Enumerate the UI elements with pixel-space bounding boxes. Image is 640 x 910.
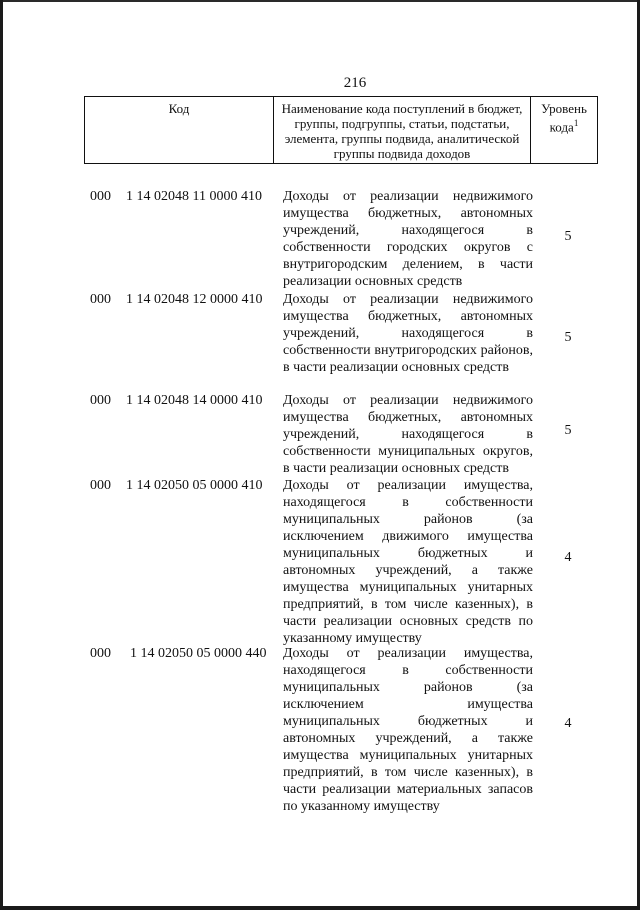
header-level-label: Уровень кода [541, 101, 587, 135]
row-income-code: 1 14 02048 14 0000 410 [126, 393, 263, 408]
row-level: 5 [564, 423, 572, 438]
row-admin-code: 000 [90, 189, 111, 204]
scan-border-bottom [0, 906, 640, 910]
row-level: 4 [564, 716, 572, 731]
row-level: 4 [564, 550, 572, 565]
header-level-cell [531, 97, 598, 164]
row-admin-code: 000 [90, 292, 111, 307]
scan-border-top [0, 0, 640, 2]
scan-border-left [0, 0, 3, 910]
row-income-name: Доходы от реализации недвижимого имущества бюджетных, автономных учреждений, находящегося в собственности муниципальных округов, в части реализации основных средств [283, 393, 533, 476]
row-admin-code: 000 [90, 478, 111, 493]
header-code-label: Код [168, 101, 190, 116]
row-income-code: 1 14 02048 11 0000 410 [126, 189, 262, 204]
row-income-name: Доходы от реализации недвижимого имущества бюджетных, автономных учреждений, находящегося в собственности городских округов с внутригородским делением, в части реализации основных средств [283, 189, 533, 289]
row-level: 5 [564, 229, 572, 244]
page-number: 216 [343, 75, 367, 91]
row-income-name: Доходы от реализации имущества, находящегося в собственности муниципальных районов (за исключением движимого имущества муниципальных бюджетных и автономных учреждений, а также имущества муниципальных унитарных предприятий, в том числе казенных), в части реализации основных средств по указанному имуществу [283, 478, 533, 646]
row-income-code: 1 14 02048 12 0000 410 [126, 292, 263, 307]
row-income-code: 1 14 02050 05 0000 410 [126, 478, 263, 493]
row-admin-code: 000 [90, 393, 111, 408]
row-income-code: 1 14 02050 05 0000 440 [130, 646, 267, 661]
header-code-cell [85, 97, 274, 164]
header-name-cell [274, 97, 531, 164]
row-admin-code: 000 [90, 646, 111, 661]
row-income-name: Доходы от реализации имущества, находящегося в собственности муниципальных районов (за исключением имущества муниципальных бюджетных и автономных учреждений, а также имущества муниципальных унитарных предприятий, в том числе казенных), в части реализации материальных запасов по указанному имуществу [283, 646, 533, 814]
column-header-table [84, 96, 598, 164]
row-income-name: Доходы от реализации недвижимого имущества бюджетных, автономных учреждений, находящегося в собственности внутригородских районов, в части реализации основных средств [283, 292, 533, 375]
header-name-label: Наименование кода поступлений в бюджет, группы, подгруппы, статьи, подстатьи, элемента, группы подвида, аналитической группы подвида доходов [281, 101, 523, 161]
header-level-footnote: 1 [573, 118, 579, 128]
row-level: 5 [564, 330, 572, 345]
